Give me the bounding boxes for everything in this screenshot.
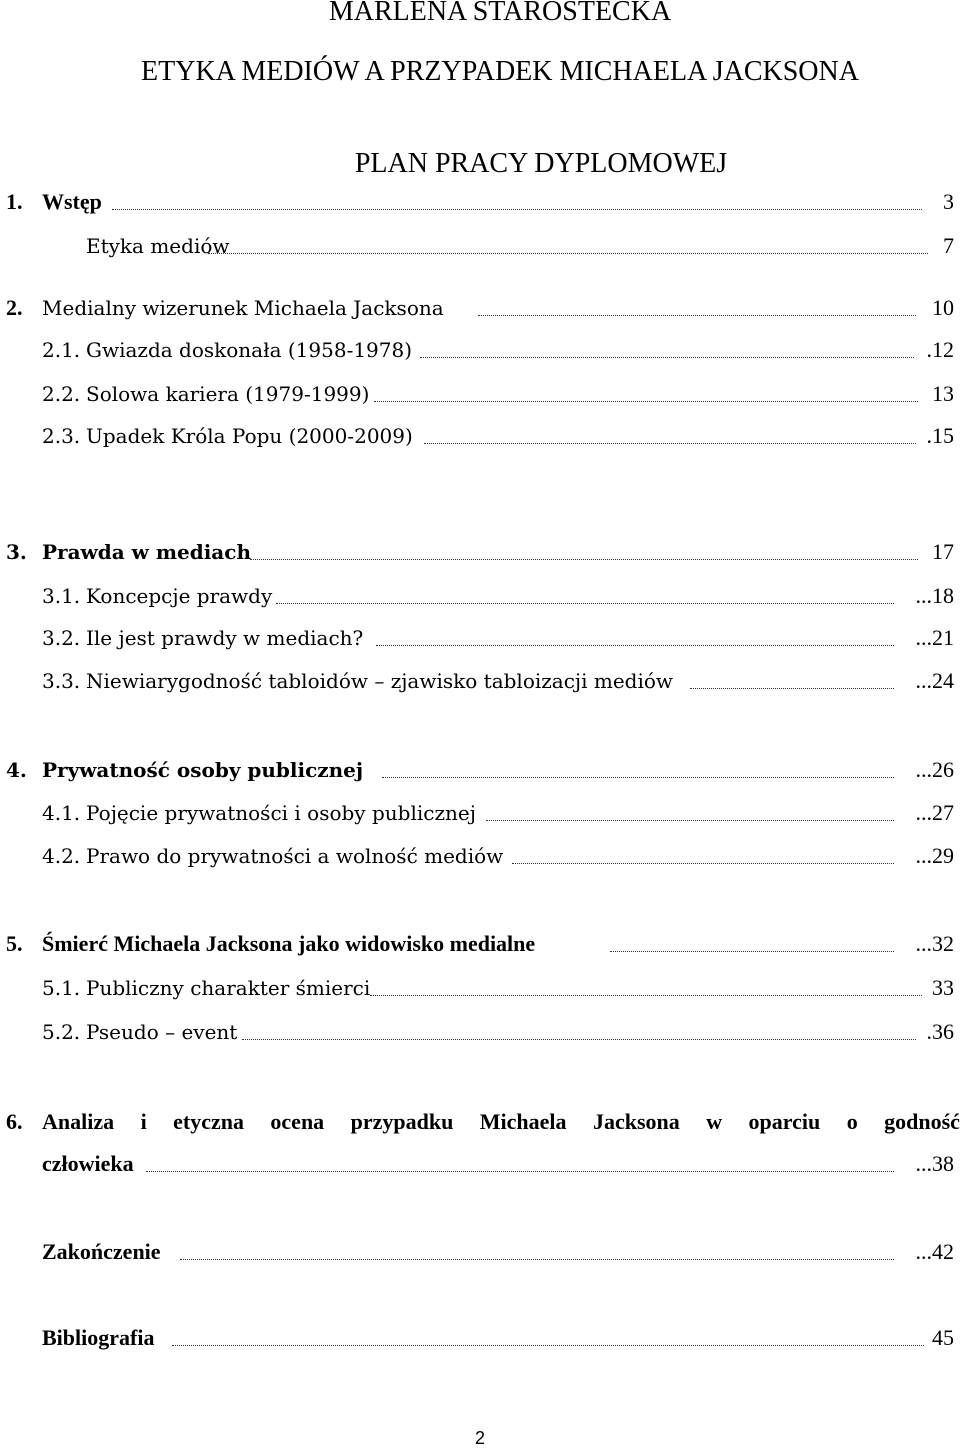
toc-title: Publiczny charakter śmierci bbox=[86, 976, 371, 1000]
toc-leader bbox=[172, 1345, 924, 1346]
toc-number: 5. bbox=[6, 931, 23, 956]
toc-title-word: Analiza bbox=[42, 1109, 115, 1134]
toc-title: Koncepcje prawdy bbox=[86, 584, 273, 608]
toc-title-word: Michaela bbox=[479, 1109, 567, 1134]
toc-title-word: Jacksona bbox=[592, 1109, 680, 1134]
toc-leader bbox=[376, 645, 894, 646]
toc-page: ...38 bbox=[915, 1151, 954, 1176]
toc-leader bbox=[276, 603, 894, 604]
toc-number: 4. bbox=[6, 758, 27, 782]
toc-title: Pseudo – event bbox=[86, 1020, 238, 1044]
toc-page: 10 bbox=[932, 295, 954, 320]
toc-leader bbox=[382, 777, 894, 778]
toc-number: 5.1. bbox=[42, 976, 81, 1000]
toc-title: Solowa kariera (1979-1999) bbox=[86, 382, 370, 406]
toc-number: 2.2. bbox=[42, 382, 81, 406]
toc-page: ...21 bbox=[915, 625, 954, 650]
toc-page: .12 bbox=[926, 337, 954, 362]
toc-entry-2 bbox=[0, 292, 960, 324]
toc-page: ...26 bbox=[915, 757, 954, 782]
toc-title: Prywatność osoby publicznej bbox=[42, 758, 364, 782]
toc-title-word: w bbox=[706, 1109, 723, 1134]
author-name: MARLENA STAROSTECKA bbox=[328, 0, 672, 27]
toc-number: 1. bbox=[6, 189, 23, 214]
toc-number: 3. bbox=[6, 540, 27, 564]
toc-leader bbox=[690, 688, 894, 689]
toc-page: ...27 bbox=[915, 800, 954, 825]
toc-title: Niewiarygodność tabloidów – zjawisko tabloizacji mediów bbox=[86, 669, 674, 693]
toc-title-word: etyczna bbox=[173, 1109, 244, 1134]
toc-leader bbox=[610, 951, 894, 952]
toc-title: Bibliografia bbox=[42, 1325, 155, 1350]
toc-title-word: przypadku bbox=[350, 1109, 454, 1134]
toc-number: 2.3. bbox=[42, 424, 81, 448]
toc-leader bbox=[112, 209, 922, 210]
toc-page: 7 bbox=[943, 233, 954, 258]
toc-entry-3-2 bbox=[0, 622, 960, 654]
toc-entry-5-2 bbox=[0, 1016, 960, 1048]
toc-title: Pojęcie prywatności i osoby publicznej bbox=[86, 801, 476, 825]
toc-title-word: oparciu bbox=[748, 1109, 821, 1134]
toc-leader bbox=[370, 995, 922, 996]
toc-entry-1 bbox=[0, 186, 960, 218]
toc-entry-2-1 bbox=[0, 334, 960, 366]
toc-title-word: i bbox=[140, 1109, 147, 1134]
toc-leader bbox=[146, 1171, 894, 1172]
toc-page: ...29 bbox=[915, 843, 954, 868]
toc-entry-bibliography bbox=[0, 1322, 960, 1354]
toc-page: 17 bbox=[932, 539, 954, 564]
toc-entry-2-2 bbox=[0, 378, 960, 410]
toc-number: 2. bbox=[6, 295, 23, 320]
toc-entry-6-title bbox=[42, 1106, 960, 1138]
toc-title: Zakończenie bbox=[42, 1239, 161, 1264]
toc-title: Prawo do prywatności a wolność mediów bbox=[86, 844, 504, 868]
toc-page: ...42 bbox=[915, 1239, 954, 1264]
toc-leader bbox=[478, 315, 916, 316]
toc-leader bbox=[420, 357, 914, 358]
toc-title: Etyka mediów bbox=[86, 234, 230, 258]
thesis-title: ETYKA MEDIÓW A PRZYPADEK MICHAELA JACKSONA bbox=[141, 56, 859, 87]
toc-entry-6-cont bbox=[0, 1148, 960, 1180]
toc-page: ...24 bbox=[915, 668, 954, 693]
toc-title-word: ocena bbox=[270, 1109, 325, 1134]
toc-number: 4.2. bbox=[42, 844, 81, 868]
toc-entry-3-3 bbox=[0, 665, 960, 697]
toc-title: człowieka bbox=[42, 1151, 134, 1176]
toc-title: Upadek Króla Popu (2000-2009) bbox=[86, 424, 413, 448]
toc-page: 3 bbox=[943, 189, 954, 214]
toc-title-word: godność bbox=[884, 1109, 960, 1134]
toc-number: 3.3. bbox=[42, 669, 81, 693]
toc-title: Śmierć Michaela Jacksona jako widowisko medialne bbox=[42, 931, 536, 956]
toc-title: Ile jest prawdy w mediach? bbox=[86, 626, 364, 650]
toc-page: ...32 bbox=[915, 931, 954, 956]
toc-title: Gwiazda doskonała (1958-1978) bbox=[86, 338, 413, 362]
toc-entry-4-1 bbox=[0, 797, 960, 829]
toc-number: 2.1. bbox=[42, 338, 81, 362]
toc-title: Prawda w mediach bbox=[42, 540, 251, 564]
toc-title: Medialny wizerunek Michaela Jacksona bbox=[42, 296, 444, 320]
plan-heading: PLAN PRACY DYPLOMOWEJ bbox=[354, 148, 728, 179]
toc-entry-ethics bbox=[0, 230, 960, 262]
toc-leader bbox=[250, 559, 918, 560]
toc-number: 3.1. bbox=[42, 584, 81, 608]
toc-page: .15 bbox=[926, 423, 954, 448]
toc-number: 4.1. bbox=[42, 801, 81, 825]
toc-entry-5-1 bbox=[0, 972, 960, 1004]
toc-page: ...18 bbox=[915, 583, 954, 608]
toc-entry-conclusion bbox=[0, 1236, 960, 1268]
page-number: 2 bbox=[474, 1428, 485, 1448]
toc-number: 5.2. bbox=[42, 1020, 81, 1044]
toc-number: 6. bbox=[6, 1109, 23, 1134]
toc-leader bbox=[242, 1039, 916, 1040]
toc-leader bbox=[180, 1259, 894, 1260]
toc-leader bbox=[486, 820, 894, 821]
toc-title-word: o bbox=[846, 1109, 858, 1134]
toc-entry-4 bbox=[0, 754, 960, 786]
toc-title: Wstęp bbox=[42, 189, 102, 214]
toc-page: .36 bbox=[926, 1019, 954, 1044]
toc-page: 45 bbox=[932, 1325, 954, 1350]
toc-entry-3-1 bbox=[0, 580, 960, 612]
toc-leader bbox=[424, 443, 916, 444]
toc-leader bbox=[512, 863, 894, 864]
toc-page: 13 bbox=[932, 381, 954, 406]
toc-entry-4-2 bbox=[0, 840, 960, 872]
toc-entry-5 bbox=[0, 928, 960, 960]
toc-entry-2-3 bbox=[0, 420, 960, 452]
toc-number: 3.2. bbox=[42, 626, 81, 650]
toc-entry-3 bbox=[0, 536, 960, 568]
toc-leader bbox=[208, 253, 928, 254]
toc-leader bbox=[374, 401, 918, 402]
toc-page: 33 bbox=[932, 975, 954, 1000]
